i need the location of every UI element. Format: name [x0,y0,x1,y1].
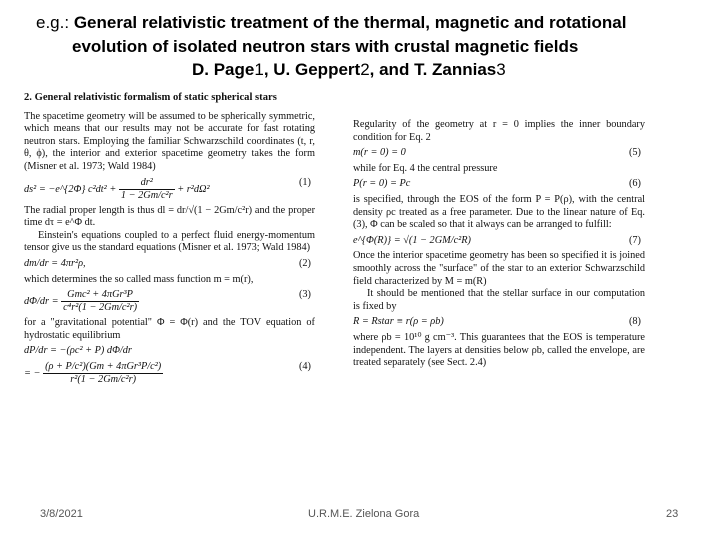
section-heading: 2. General relativistic formalism of static spherical stars [24,92,277,103]
paragraph: Einstein's equations coupled to a perfect fluid energy-momentum tensor give us the standard equations (Misner et al. 1973; Wald 1984) [24,229,315,254]
footer-date: 3/8/2021 [40,508,83,520]
paragraph: which determines the so called mass function m = m(r), [24,273,254,285]
equation-4b: = − $\frac{\text{(ρ + P/c²)(Gm + 4πGr³P/c²)}}{\text{r²(1 − 2Gm/c²r)}}$ (4) [24,360,311,385]
title-authors: D. Page1, U. Geppert2, and T. Zannias3 [192,60,506,79]
paper-right-column [353,92,645,370]
equation-1: ds² = −e^{2Φ} c²dt² + $\frac{\text{dr²}}{\text{1 − 2Gm/c²r}}$ + r²dΩ² (1) [24,176,311,201]
paragraph: where ρb = 10¹⁰ g cm⁻³. This guarantees that the EOS is temperature independent. The layers at densities below ρb, called the envelope, are treated separately (see Sect. 2.4) [353,331,645,369]
title-line-1: e.g.: General relativistic treatment of the thermal, magnetic and rotational [36,13,627,32]
paragraph: Regularity of the geometry at r = 0 implies the inner boundary condition for Eq. 2 [353,119,645,143]
paragraph: for a "gravitational potential" Φ = Φ(r) and the TOV equation of hydrostatic equilibrium [24,317,315,341]
paragraph: The spacetime geometry will be assumed to be spherically symmetric, which means that our results may not be accurate for fast rotating neutron stars. Employing the familiar Schwarzschild coordinates (t, r, θ, ϕ), the interior and exterior spacetime geometry takes the form (Misner et al. 1973; Wald 1984) [24,110,315,172]
paragraph: It should be mentioned that the stellar surface in our computation is fixed by [353,288,645,312]
paragraph: is specified, through the EOS of the form P = P(ρ), with the central density ρc treated as a free parameter. Due to the linear nature of Eq. (3), Φ can be scaled so that it always can be arranged to fulfill: [353,193,645,231]
paragraph: The radial proper length is thus dl = dr/√(1 − 2Gm/c²r) and the proper time dτ = e^Φ dt. [24,204,315,229]
equation-6: P(r = 0) = Pc (6) [353,178,641,190]
footer-page-number: 23 [666,508,679,520]
footer-institution: U.R.M.E. Zielona Gora [308,508,420,520]
equation-7: e^{Φ(R)} = √(1 − 2GM/c²R) (7) [353,234,641,246]
equation-5: m(r = 0) = 0 (5) [353,147,641,159]
paragraph: while for Eq. 4 the central pressure [353,162,498,174]
title-line-2: evolution of isolated neutron stars with crustal magnetic fields [72,37,579,56]
paper-excerpt [24,92,644,492]
paper-left-column [24,92,315,389]
equation-4a: dP/dr = −(ρc² + P) dΦ/dr [24,345,132,357]
paragraph: Once the interior spacetime geometry has been so specified it is joined smoothly across the "surface" of the star to an exterior Schwarzschild field characterized by M = m(R) [353,250,645,287]
equation-2: dm/dr = 4πr²ρ, (2) [24,257,311,269]
equation-8: R = Rstar ≡ r(ρ = ρb) (8) [353,316,641,328]
equation-3: dΦ/dr = $\frac{\text{Gmc² + 4πGr³P}}{\text{c⁴r²(1 − 2Gm/c²r)}}$ (3) [24,289,311,314]
